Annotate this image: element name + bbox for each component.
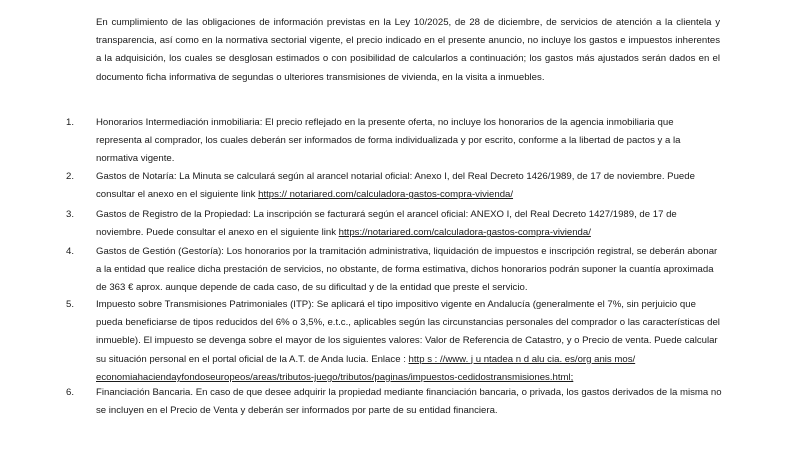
item-text: Gastos de Notaría: La Minuta se calculará según al arancel notarial oficial: Anexo I, del Real Decreto 1426/1989, de 17 de noviembre. Puede consultar el anexo en el siguiente link — [96, 171, 695, 201]
list-item-number: 6. — [66, 387, 75, 398]
list-item-number: 2. — [66, 171, 75, 182]
junta-andalucia-link[interactable]: http s : //www. j u ntadea n d alu cia. es/org anis mos/ economiahaciendayfondoseuropeos/areas/tributos-juego/tributos/paginas/impuestos-cedidostransmisiones.html; — [96, 353, 636, 383]
list-item-number: 5. — [66, 299, 75, 310]
list-item-text — [96, 114, 722, 169]
list-item-text — [96, 296, 722, 387]
registro-link[interactable]: https://notariared.com/calculadora-gastos-compra-vivienda/ — [338, 227, 591, 239]
item-text: Honorarios Intermediación inmobiliaria: El precio reflejado en la presente oferta, no incluye los honorarios de la agencia inmobiliaria que representa al comprador, los cuales deberán ser informados de forma individualizada y por escrito, conforme a la libertad de pactos y a la normativa vigente. — [96, 117, 681, 165]
item-text: Financiación Bancaria. En caso de que desee adquirir la propiedad mediante financiación bancaria, o privada, los gastos derivados de la misma no se incluyen en el Precio de Venta y deberán ser informados por parte de su entidad financiera. — [96, 387, 722, 417]
item-text: Gastos de Registro de la Propiedad: La inscripción se facturará según el arancel oficial: ANEXO I, del Real Decreto 1427/1989, de 17 de noviembre. Puede consultar el anexo en el siguiente link — [96, 209, 677, 239]
list-item-number: 1. — [66, 117, 75, 128]
list-item-text — [96, 243, 722, 298]
list-item-number: 3. — [66, 209, 75, 220]
item-text: Gastos de Gestión (Gestoría): Los honorarios por la tramitación administrativa, liquidación de impuestos e inscripción registral, se deberán abonar a la entidad que realice dicha prestación de servicios, no obstante, de forma estimativa, dichos honorarios podrán suponer la cuantía aproximada de 363 € aprox. aunque depende de cada caso, de su dificultad y de la entidad que preste el servicio. — [96, 246, 718, 294]
item-text: Impuesto sobre Transmisiones Patrimoniales (ITP): Se aplicará el tipo impositivo vigente en Andalucía (generalmente el 7%, sin perjuicio que pueda beneficiarse de tipos reducidos del 6% o 3,5%, e.t.c., aplicables según las circunstancias personales del comprador o las características del inmueble). El impuesto se devenga sobre el mayor de los siguientes valores: Valor de Referencia de Catastro, y o Precio de venta. Puede calcular su situación personal en el portal oficial de la A.T. de Anda lucia. Enlace : — [96, 299, 720, 365]
list-item-text — [96, 384, 722, 420]
notaria-link[interactable]: https:// notariared.com/calculadora-gastos-compra-vivienda/ — [258, 189, 514, 201]
list-item-text — [96, 168, 722, 204]
list-item-number: 4. — [66, 246, 75, 257]
list-item-text — [96, 206, 722, 242]
intro-paragraph: En cumplimiento de las obligaciones de información previstas en la Ley 10/2025, de 28 de diciembre, de servicios de atención a la clientela y transparencia, así como en la normativa sectorial vigente, el precio indicado en el presente anuncio, no incluye los gastos e impuestos inherentes a la adquisición, los cuales se desglosan estimados o con posibilidad de calcularlos a continuación; los gastos más ajustados serán dados en el documento ficha informativa de segundas o ulteriores transmisiones de vivienda, en la visita a inmuebles. — [96, 17, 720, 83]
